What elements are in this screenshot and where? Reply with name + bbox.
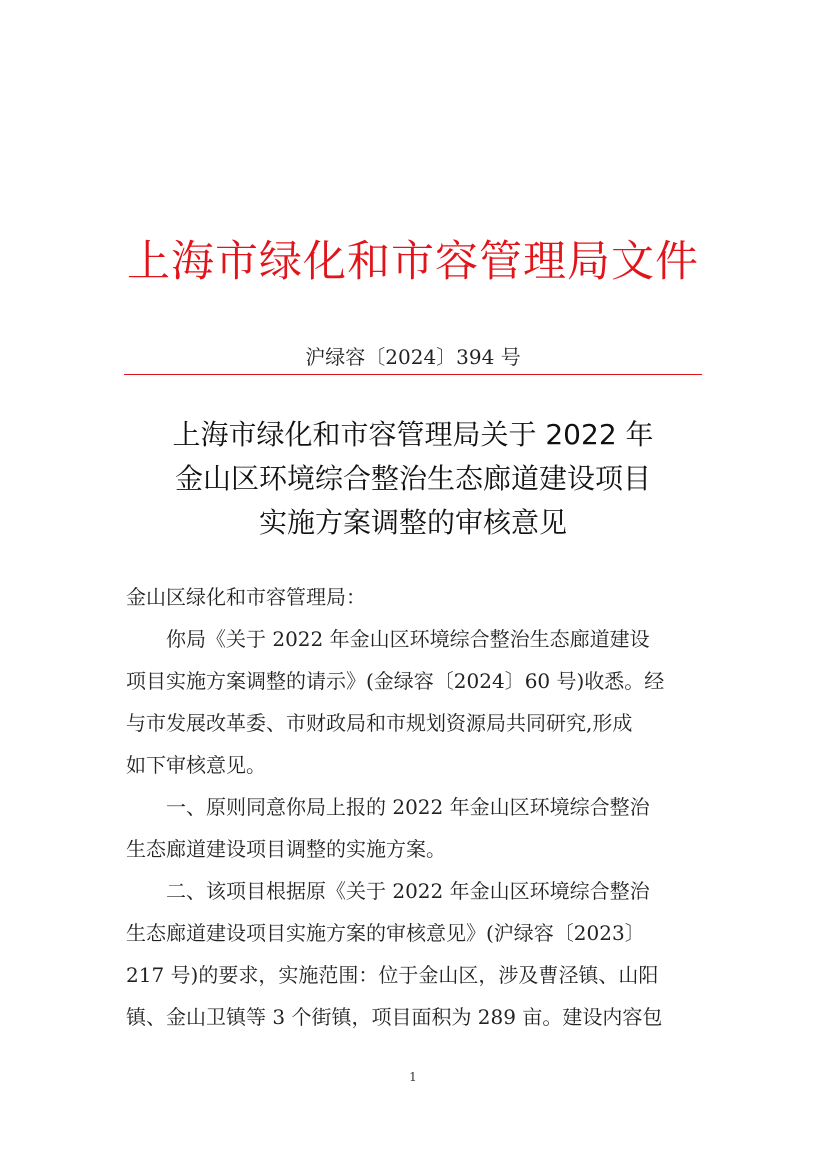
document-number: 沪绿容〔2024〕394 号 [305,345,521,369]
issuing-authority-header: 上海市绿化和市容管理局文件 [127,237,699,287]
page-number: 1 [409,1070,417,1084]
body-line: 如下审核意见。 [126,753,266,777]
body-line: 生态廊道建设项目调整的实施方案。 [126,837,446,861]
body-line: 你局《关于 2022 年金山区环境综合整治生态廊道建设 [166,627,650,651]
red-divider-line [124,374,702,375]
body-line: 217 号)的要求，实施范围：位于金山区，涉及曹泾镇、山阳 [126,963,659,987]
body-line: 与市发展改革委、市财政局和市规划资源局共同研究,形成 [126,711,633,735]
body-line: 一、原则同意你局上报的 2022 年金山区环境综合整治 [166,795,650,819]
addressee: 金山区绿化和市容管理局： [126,585,366,609]
body-line: 生态廊道建设项目实施方案的审核意见》(沪绿容〔2023〕 [126,921,645,945]
title-line-1: 上海市绿化和市容管理局关于 2022 年 [172,418,654,451]
title-line-3: 实施方案调整的审核意见 [258,506,567,539]
body-line: 镇、金山卫镇等 3 个街镇，项目面积为 289 亩。建设内容包 [126,1005,663,1029]
document-title [0,413,826,545]
body-line: 项目实施方案调整的请示》(金绿容〔2024〕60 号)收悉。经 [126,669,665,693]
title-line-2: 金山区环境综合整治生态廊道建设项目 [174,462,651,495]
document-body [126,576,706,1038]
body-line: 二、该项目根据原《关于 2022 年金山区环境综合整治 [166,879,650,903]
